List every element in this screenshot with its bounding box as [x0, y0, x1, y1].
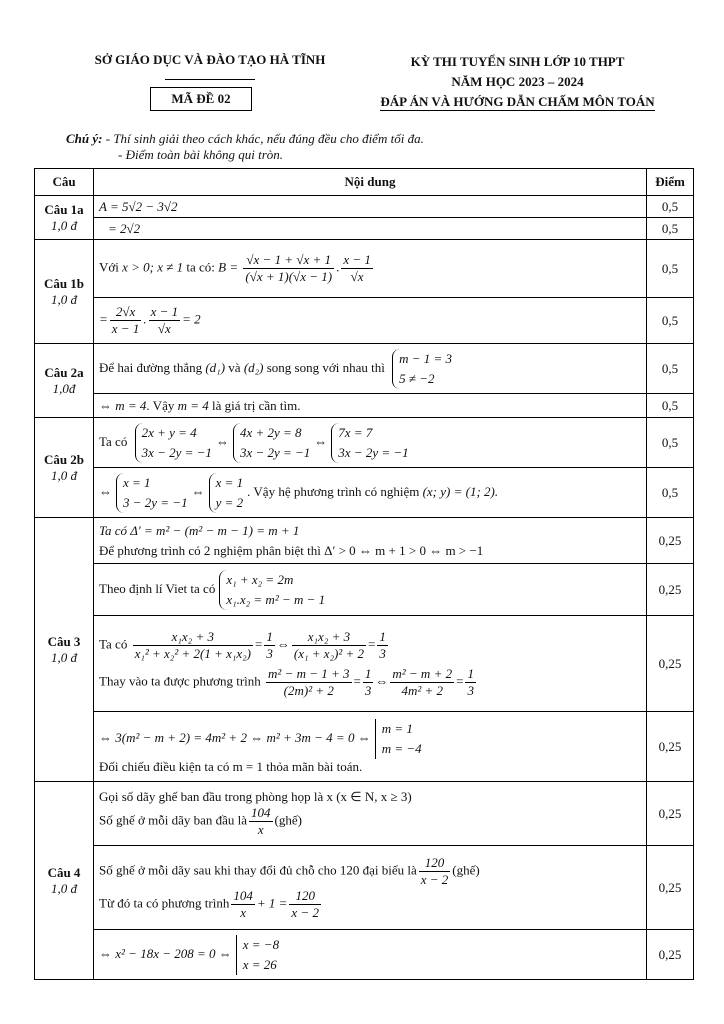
q4-roots — [236, 935, 279, 975]
q3-substitution-line — [99, 666, 641, 699]
q4-row-3 — [35, 930, 694, 980]
q1a-name: Câu 1a — [44, 201, 84, 217]
q3-third-2 — [377, 629, 388, 662]
header-question: Câu — [35, 169, 94, 196]
q4-ghe-2: (ghế) — [452, 861, 480, 877]
q3-final-eq — [99, 719, 641, 759]
note-block — [66, 131, 424, 163]
q3-g1-den: (2m)² + 2 — [266, 682, 352, 699]
q4-points: 1,0 đ — [51, 880, 77, 896]
q1b-intro: Với — [99, 259, 119, 275]
note-label: Chú ý: — [66, 131, 103, 146]
q2b-row-1 — [35, 418, 694, 468]
q3-score-2: 0,25 — [647, 564, 694, 616]
q4-line-1 — [94, 782, 647, 846]
q3-line-1 — [94, 518, 647, 564]
q3-score-3: 0,25 — [647, 616, 694, 712]
q1b-r-den-1: x − 1 — [111, 321, 140, 336]
q2a-d2: (d₂) — [243, 359, 264, 375]
q2a-score-1: 0,5 — [647, 344, 694, 394]
q3-three-4: 3 — [467, 682, 474, 698]
q2b-system-e — [209, 473, 244, 513]
q3-f1 — [133, 629, 253, 662]
q2b-solution: (x; y) = (1; 2). — [422, 483, 499, 499]
q2a-name: Câu 2a — [44, 364, 84, 380]
q1b-fraction-1 — [243, 252, 334, 285]
q3-f2-num: x₁x₂ + 3 — [307, 628, 351, 644]
q2b-system-a — [135, 423, 212, 463]
q2b-b2: 3x − 2y = −1 — [239, 444, 311, 460]
q2b-system-c — [331, 423, 408, 463]
exam-header — [355, 52, 680, 112]
q2b-c1: 7x = 7 — [338, 424, 373, 440]
q3-three-1: 3 — [266, 645, 273, 661]
q1b-r-num-1: 2√x — [115, 304, 136, 319]
q4-l2: Số ghế ở mỗi dãy ban đầu là — [99, 812, 248, 828]
q3-third-4 — [465, 666, 476, 699]
q3-third-3 — [363, 666, 374, 699]
q1a-score-2: 0,5 — [647, 218, 694, 240]
q4-score-2: 0,25 — [647, 846, 694, 930]
department-header — [60, 52, 360, 84]
q4-x-b: x — [231, 904, 255, 921]
q2b-system-d — [116, 473, 188, 513]
q3-g1 — [266, 666, 352, 699]
q2a-line-2 — [94, 394, 647, 418]
q2a-result-4: là giá trị cần tìm. — [212, 397, 301, 413]
q3-viet: Theo định lí Viet ta có — [99, 580, 216, 596]
q1b-r-num-2: x − 1 — [150, 304, 179, 319]
q4-f-104-b — [231, 888, 255, 921]
q3-row-2 — [35, 564, 694, 616]
q3-viet-system — [219, 570, 325, 610]
q4-120-b: 120 — [295, 887, 315, 903]
q1a-line-2: = 2√2 — [94, 218, 647, 240]
q1b-ta-co: ta có: — [186, 259, 215, 275]
q3-line-3 — [94, 616, 647, 712]
q3-fraction-line — [99, 629, 641, 662]
q2b-line-2: ⇔ x = 1 3 − 2y = −1 ⇔ x = 1 y = 2 . Vậy hệ phương trình có nghiệm (x; y) = (1; 2). — [94, 468, 647, 518]
q1a-points: 1,0 đ — [51, 217, 77, 233]
q3-f2 — [292, 629, 366, 662]
q1a-label-cell — [35, 196, 94, 240]
exam-year: NĂM HỌC 2023 – 2024 — [451, 74, 584, 89]
q2b-a1: 2x + y = 4 — [141, 424, 197, 440]
q2a-line-1 — [94, 344, 647, 394]
q3-eq-4: = — [456, 672, 464, 688]
q4-line-2 — [94, 846, 647, 930]
q3-row-1 — [35, 518, 694, 564]
q1b-label-cell — [35, 240, 94, 344]
q1b-name: Câu 1b — [43, 275, 85, 291]
q3-row-3 — [35, 616, 694, 712]
header-underline — [165, 79, 255, 80]
q3-label-cell — [35, 518, 94, 782]
q2a-result-1: ⇔ m = 4 — [99, 397, 147, 413]
q4-label-cell — [35, 782, 94, 980]
q3-g2 — [390, 666, 454, 699]
q3-row-4 — [35, 712, 694, 782]
q4-score-3: 0,25 — [647, 930, 694, 980]
q4-120-a: 120 — [424, 854, 445, 870]
q2b-e1: x = 1 — [215, 474, 244, 490]
q3-eq-2: = — [368, 635, 376, 651]
q1b-B: B = — [218, 259, 239, 275]
q1b-line-2: = $\frac{2√x}{x - 1}$ . $\frac{x - 1}{√x}$ = 2 — [94, 298, 647, 344]
q4-xm2-a: x − 2 — [420, 871, 449, 887]
q3-ta-co: Ta có — [99, 635, 128, 651]
q1b-line-1: Với x > 0; x ≠ 1 ta có: B = $\frac{√x - 1 + √x + 1}{(√x + 1)(√x - 1)}$ . $\frac{x - 1}{√x}$ — [94, 240, 647, 298]
q1b-r-fraction-1 — [110, 304, 142, 337]
q3-three-2: 3 — [379, 645, 386, 661]
q3-one-4: 1 — [467, 665, 474, 681]
department-name: SỞ GIÁO DỤC VÀ ĐÀO TẠO HÀ TĨNH — [94, 52, 326, 67]
q2a-label-cell — [35, 344, 94, 418]
q3-name: Câu 3 — [47, 633, 81, 649]
header-content: Nội dung — [94, 169, 647, 196]
q2a-cond-2: 5 ≠ −2 — [399, 370, 435, 386]
q4-x-a: x — [249, 821, 273, 838]
q3-conclusion: Đối chiếu điều kiện ta có m = 1 thỏa mãn bài toán. — [99, 758, 363, 774]
note-line-1: - Thí sinh giải theo cách khác, nếu đúng đều cho điểm tối đa. — [105, 131, 424, 146]
q3-last: ⇔ 3(m² − m + 2) = 4m² + 2 ⇔ m² + 3m − 4 = 0 ⇔ — [99, 729, 371, 745]
q4-row-2 — [35, 846, 694, 930]
q2a-result-2: . Vậy — [146, 397, 175, 413]
q2b-name: Câu 2b — [43, 451, 85, 467]
q2b-a2: 3x − 2y = −1 — [141, 444, 212, 460]
q3-delta: Ta có Δ′ = m² − (m² − m − 1) = m + 1 — [99, 522, 300, 538]
q2b-d1: x = 1 — [123, 474, 151, 490]
q4-score-1: 0,25 — [647, 782, 694, 846]
q1b-r-fraction-2 — [149, 304, 181, 337]
q3-root-2: m = −4 — [381, 740, 422, 756]
q3-line-4 — [94, 712, 647, 782]
q1b-score-1: 0,5 — [647, 240, 694, 298]
q3-three-3: 3 — [364, 682, 372, 698]
q2b-points: 1,0 đ — [51, 467, 77, 483]
q1a-line-1: A = 5√2 − 3√2 — [94, 196, 647, 218]
q3-g2-den: 4m² + 2 — [390, 682, 454, 699]
q4-seats-initial — [99, 805, 641, 838]
q1b-den-1: (√x + 1)(√x − 1) — [245, 269, 333, 284]
q3-line-2 — [94, 564, 647, 616]
q3-v2: x₁.x₂ = m² − m − 1 — [226, 591, 326, 607]
q2b-score-2: 0,5 — [647, 468, 694, 518]
q2a-text-2: song song với nhau thì — [266, 359, 385, 375]
q2a-score-2: 0,5 — [647, 394, 694, 418]
q2b-label-cell — [35, 418, 94, 518]
q4-name: Câu 4 — [47, 864, 81, 880]
exam-code-box: MÃ ĐỀ 02 — [150, 87, 252, 111]
header-score: Điểm — [647, 169, 694, 196]
q4-104-a: 104 — [251, 805, 271, 820]
exam-title: KỲ THI TUYỂN SINH LỚP 10 THPT — [410, 54, 625, 69]
q3-one-3: 1 — [364, 665, 372, 681]
q4-l5: ⇔ x² − 18x − 208 = 0 ⇔ — [99, 945, 232, 961]
q2a-cond-1: m − 1 = 3 — [399, 350, 453, 366]
q4-root-1: x = −8 — [242, 936, 280, 952]
q1b-den-2: √x — [341, 268, 373, 285]
q3-v1: x₁ + x₂ = 2m — [226, 571, 294, 587]
answer-title: ĐÁP ÁN VÀ HƯỚNG DẪN CHẤM MÔN TOÁN — [380, 94, 655, 109]
q3-one-1: 1 — [266, 628, 273, 644]
q2b-row-2 — [35, 468, 694, 518]
q4-l4: Từ đó ta có phương trình — [99, 894, 230, 910]
q1b-fraction-2 — [341, 252, 373, 285]
q2b-score-1: 0,5 — [647, 418, 694, 468]
q2a-points: 1,0đ — [52, 380, 76, 396]
q4-seats-after — [99, 855, 641, 888]
q4-f-120-b — [289, 888, 321, 921]
q3-f1-den: x₁² + x₂² + 2(1 + x₁x₂) — [134, 645, 252, 661]
table-header-row — [35, 169, 694, 196]
q1b-num-1: √x − 1 + √x + 1 — [246, 252, 332, 267]
q2b-line-1: Ta có 2x + y = 4 3x − 2y = −1 ⇔ 4x + 2y = 8 3x − 2y = −1 ⇔ 7x = 7 3x − 2y = −1 — [94, 418, 647, 468]
q2b-system-b — [233, 423, 310, 463]
q3-substitute: Thay vào ta được phương trình — [99, 672, 261, 688]
q2b-ta-co: Ta có — [99, 433, 128, 449]
q2a-row-1 — [35, 344, 694, 394]
q3-score-1: 0,25 — [647, 518, 694, 564]
q2a-result-3: m = 4 — [177, 397, 209, 413]
q2b-c2: 3x − 2y = −1 — [338, 444, 409, 460]
q2a-text-1: Để hai đường thẳng — [99, 359, 203, 375]
q4-f-104 — [249, 805, 273, 838]
q3-condition: Để phương trình có 2 nghiệm phân biệt thì Δ′ > 0 ⇔ m + 1 > 0 ⇔ m > −1 — [99, 542, 484, 558]
q1b-r-den-2: √x — [149, 320, 181, 337]
answer-table — [34, 168, 694, 980]
q3-g1-num: m² − m − 1 + 3 — [268, 665, 350, 681]
q4-line-3 — [94, 930, 647, 980]
q4-row-1 — [35, 782, 694, 846]
q4-xm2-b: x − 2 — [291, 904, 319, 920]
q4-plus1: + 1 = — [256, 894, 288, 910]
q2a-and: và — [228, 359, 241, 375]
q1b-score-2: 0,5 — [647, 298, 694, 344]
q3-iff-2: ⇔ — [375, 672, 389, 688]
q4-ghe-1: (ghế) — [274, 812, 302, 828]
q1b-num-2: x − 1 — [343, 252, 371, 267]
q2b-conclusion: . Vậy hệ phương trình có nghiệm — [247, 483, 420, 499]
q2b-b1: 4x + 2y = 8 — [239, 424, 302, 440]
q2a-row-2 — [35, 394, 694, 418]
q3-f1-num: x₁x₂ + 3 — [171, 628, 214, 644]
q3-third-1 — [264, 629, 275, 662]
q4-f-120 — [419, 855, 451, 888]
q3-g2-num: m² − m + 2 — [392, 665, 453, 681]
q3-score-4: 0,25 — [647, 712, 694, 782]
q1a-score-1: 0,5 — [647, 196, 694, 218]
q3-iff-1: ⇔ — [276, 635, 290, 651]
q1b-row-1 — [35, 240, 694, 298]
q1b-result: = 2 — [182, 311, 201, 327]
q3-eq-3: = — [353, 672, 361, 688]
q3-roots — [375, 719, 422, 759]
q1b-row-2 — [35, 298, 694, 344]
q4-let: Gọi số dãy ghế ban đầu trong phòng họp là x (x ∈ N, x ≥ 3) — [99, 789, 412, 804]
q1b-points: 1,0 đ — [51, 291, 77, 307]
q3-root-1: m = 1 — [381, 720, 413, 736]
q4-104-b: 104 — [233, 887, 253, 903]
q2b-e2: y = 2 — [215, 494, 244, 510]
q2a-system — [392, 349, 452, 389]
q1a-row-2 — [35, 218, 694, 240]
q4-l3: Số ghế ở mỗi dãy sau khi thay đổi đủ chỗ cho 120 đại biểu là — [99, 861, 417, 877]
q1b-condition: x > 0; x ≠ 1 — [122, 259, 184, 275]
q4-root-2: x = 26 — [242, 956, 277, 972]
q3-points: 1,0 đ — [51, 649, 77, 665]
q1a-row-1 — [35, 196, 694, 218]
q2b-d2: 3 − 2y = −1 — [123, 494, 188, 510]
note-line-2: - Điểm toàn bài không qui tròn. — [118, 147, 284, 162]
q4-equation — [99, 888, 641, 921]
q2a-d1: (d₁) — [205, 359, 226, 375]
q3-eq-1: = — [255, 635, 263, 651]
q3-one-2: 1 — [379, 628, 386, 644]
q3-f2-den: (x₁ + x₂)² + 2 — [293, 645, 365, 661]
